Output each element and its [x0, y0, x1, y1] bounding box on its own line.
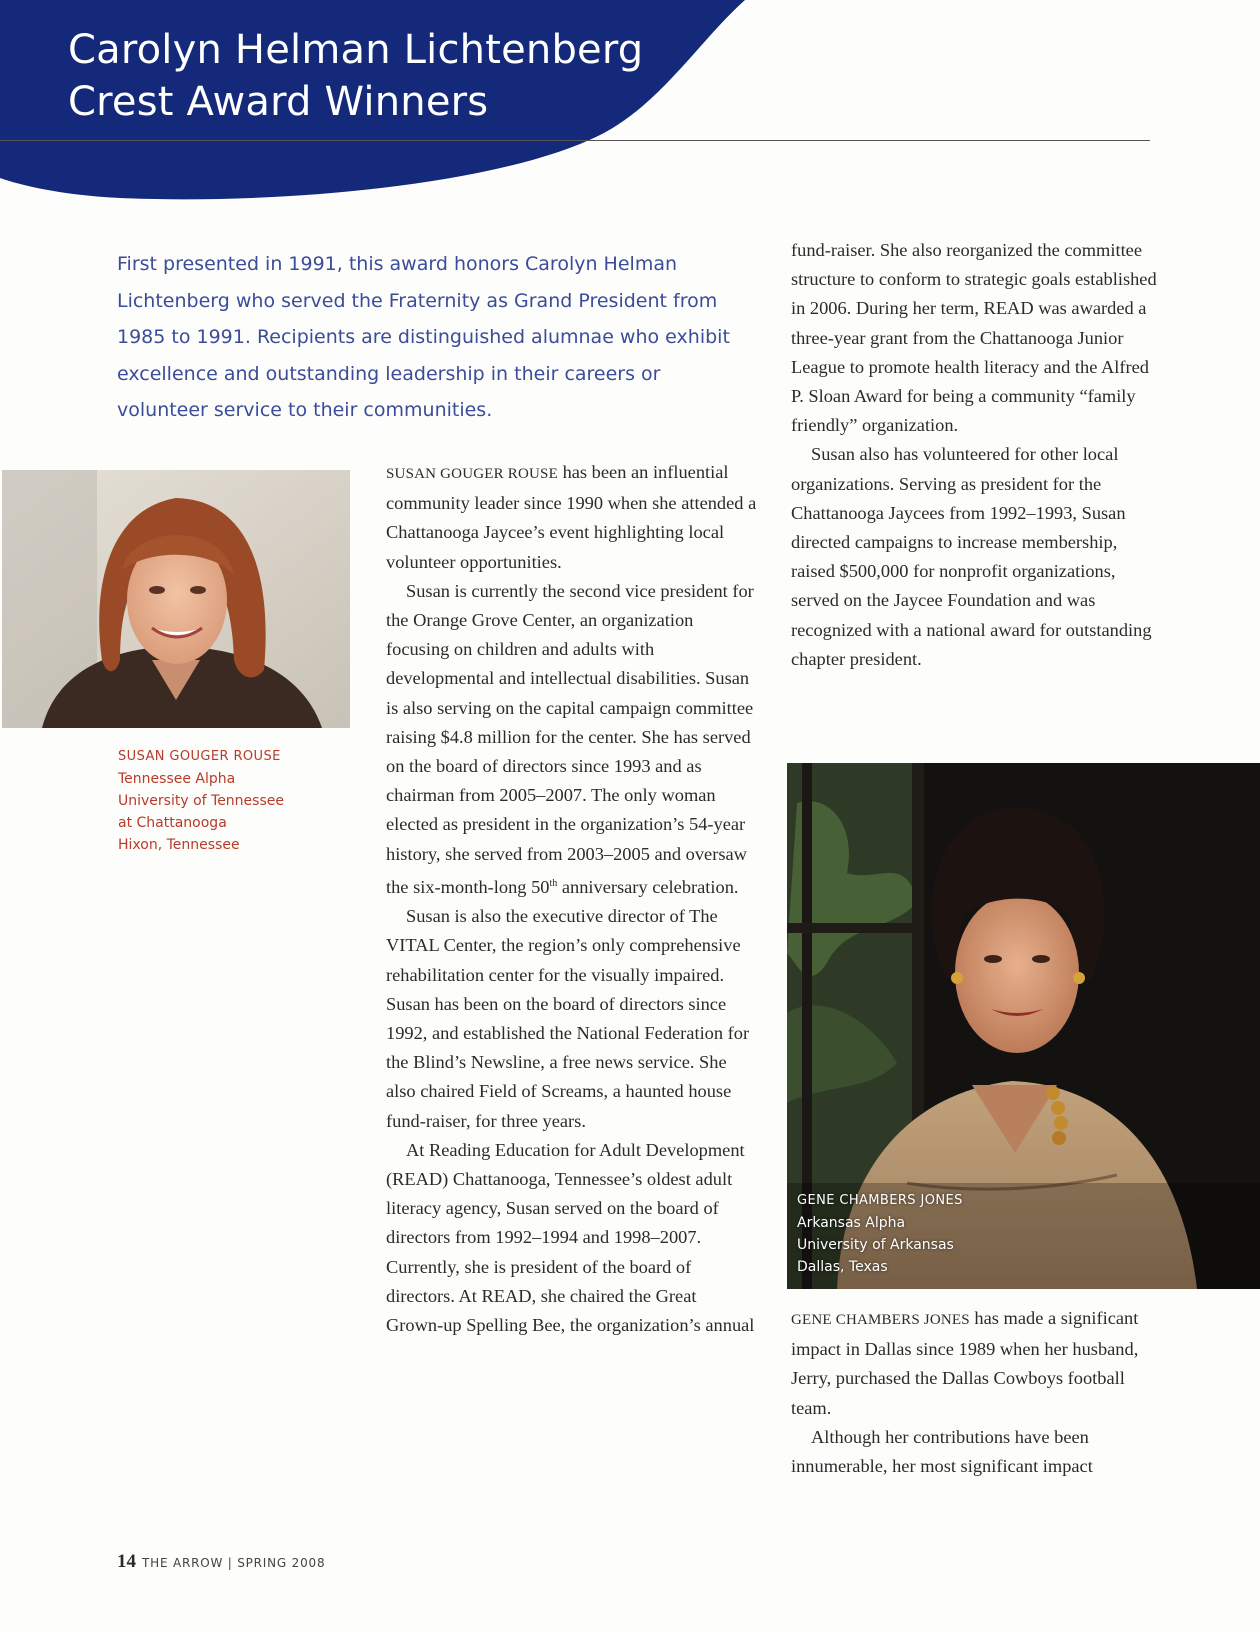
- page-title: [68, 24, 643, 128]
- article-paragraph: Susan also has volunteered for other local organizations. Serving as president for the Chattanooga Jaycees from 1992–1993, Susan directed campaigns to increase membership, raised $500,000 for nonprofit organizations, served on the Jaycee Foundation and was recognized with a national award for outstanding chapter president.: [791, 444, 1152, 669]
- photo-susan-rouse: [2, 470, 350, 728]
- caption-location: Dallas, Texas: [797, 1259, 888, 1275]
- article-lead-name: GENE CHAMBERS JONES: [791, 1312, 970, 1328]
- article-paragraph: At Reading Education for Adult Development (READ) Chattanooga, Tennessee’s oldest adult literacy agency, Susan served on the board of directors from 1992–1994 and 1998–2007. Currently, she is president of the board of directors. At READ, she chaired the Great Grown-up Spelling Bee, the organization’s annual: [386, 1139, 755, 1336]
- caption-name: GENE CHAMBERS JONES: [797, 1193, 963, 1208]
- publication-label: THE ARROW | SPRING 2008: [142, 1556, 326, 1570]
- article-column-1: [386, 458, 758, 1340]
- caption-chapter: Arkansas Alpha: [797, 1215, 906, 1231]
- title-line-2: Crest Award Winners: [68, 79, 489, 125]
- caption-gene-jones: [797, 1190, 1057, 1278]
- article-column-2: [791, 236, 1161, 674]
- article-lead-name: SUSAN GOUGER ROUSE: [386, 466, 558, 482]
- article-paragraph: GENE CHAMBERS JONES has made a significant impact in Dallas since 1989 when her husband, Jerry, purchased the Dallas Cowboys football team.: [791, 1308, 1139, 1418]
- header-rule: [0, 140, 1150, 141]
- article-paragraph: Susan is currently the second vice president for the Orange Grove Center, an organization focusing on children and adults with developmental and intellectual disabilities. Susan is also serving on the capital campaign committee raising $4.8 million for the center. She has served on the board of directors since 1993 and as chairman from 2005–2007. The only woman elected as president in the organization’s 54-year history, she served from 2003–2005 and oversaw the six-month-long 50th anniversary celebration.: [386, 580, 754, 897]
- caption-location: Hixon, Tennessee: [118, 837, 240, 853]
- page-footer: [117, 1551, 325, 1573]
- caption-name: SUSAN GOUGER ROUSE: [118, 749, 281, 764]
- intro-text: First presented in 1991, this award honors Carolyn Helman Lichtenberg who served the Fraternity as Grand President from 1985 to 1991. Recipients are distinguished alumnae who exhibit excellence and outstanding leadership in their careers or volunteer service to their communities.: [117, 253, 730, 421]
- article-paragraph: Susan is also the executive director of The VITAL Center, the region’s only comprehensive rehabilitation center for the visually impaired. Susan has been on the board of directors since 1992, and established the National Federation for the Blind’s Newsline, a free news service. She also chaired Field of Screams, a haunted house fund-raiser, for three years.: [386, 906, 750, 1131]
- title-line-1: Carolyn Helman Lichtenberg: [68, 27, 644, 73]
- article-paragraph: Although her contributions have been innumerable, her most significant impact: [791, 1426, 1093, 1477]
- article-paragraph: SUSAN GOUGER ROUSE has been an influential community leader since 1990 when she attended a Chattanooga Jaycee’s event highlighting local volunteer opportunities.: [386, 462, 757, 572]
- caption-school: University of Arkansas: [797, 1237, 954, 1253]
- article-column-3: [791, 1304, 1161, 1481]
- page-number: 14: [117, 1551, 136, 1572]
- article-paragraph: fund-raiser. She also reorganized the committee structure to conform to strategic goals established in 2006. During her term, READ was awarded a three-year grant from the Chattanooga Junior League to promote health literacy and the Alfred P. Sloan Award for being a community “family friendly” organization.: [791, 240, 1157, 436]
- caption-chapter: Tennessee Alpha: [118, 771, 236, 787]
- caption-school-line-2: at Chattanooga: [118, 815, 227, 831]
- caption-susan-rouse: [118, 746, 358, 856]
- caption-school-line-1: University of Tennessee: [118, 793, 284, 809]
